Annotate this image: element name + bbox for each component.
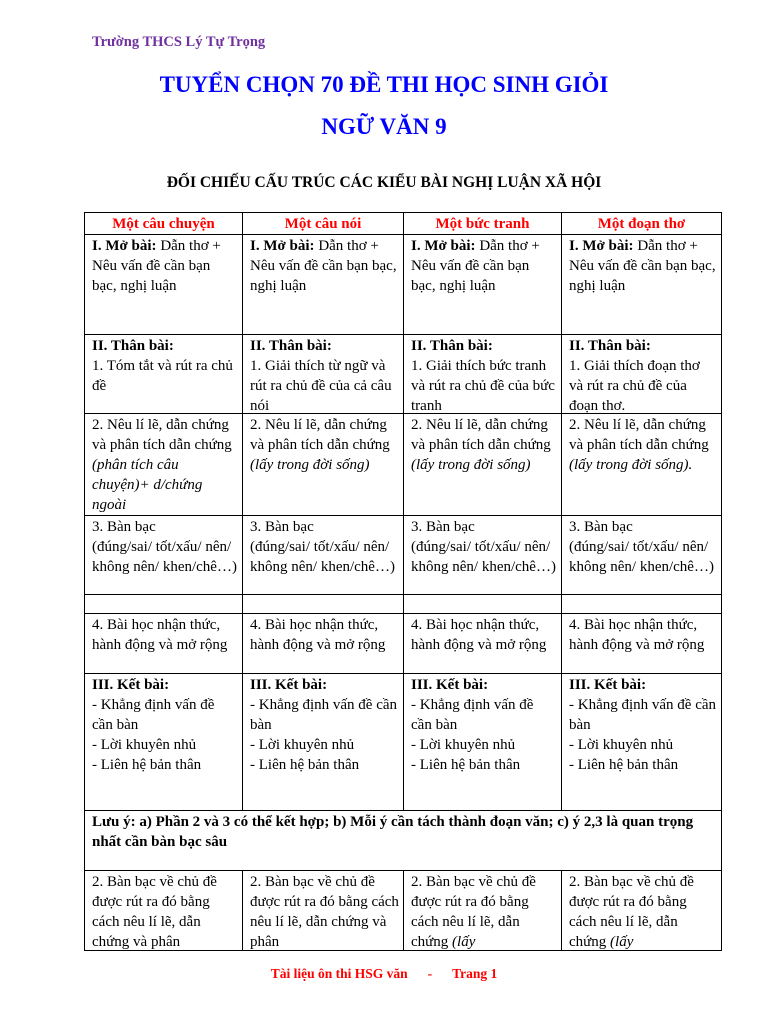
column-header: Một câu nói xyxy=(243,213,404,235)
table-cell xyxy=(85,414,243,516)
cell-text-italic: (lấy trong đời sống) xyxy=(411,457,531,473)
table-cell: 3. Bàn bạc (đúng/sai/ tốt/xấu/ nên/ không nên/ khen/chê…) xyxy=(243,516,404,595)
cell-text: 1. Giải thích đoạn thơ và rút ra chủ đề của đoạn thơ. xyxy=(569,358,700,413)
table-cell xyxy=(85,871,243,951)
column-header: Một câu chuyện xyxy=(85,213,243,235)
footer-separator: - xyxy=(427,966,433,981)
table-cell: 4. Bài học nhận thức, hành động và mở rộng xyxy=(562,614,722,674)
section-heading: ĐỐI CHIẾU CẤU TRÚC CÁC KIỂU BÀI NGHỊ LUẬN XÃ HỘI xyxy=(166,174,602,191)
cell-text: 2. Nêu lí lẽ, dẫn chứng và phân tích dẫn chứng xyxy=(411,417,551,453)
table-cell xyxy=(243,674,404,811)
cell-text: 1. Tóm tắt và rút ra chủ đề xyxy=(92,358,233,394)
table-row-ban-bac-chu-de xyxy=(85,871,722,951)
cell-text: - Khẳng định vấn đề cần bàn - Lời khuyên nhủ - Liên hệ bản thân xyxy=(250,697,398,773)
table-cell xyxy=(85,335,243,414)
table-header-row xyxy=(85,213,722,235)
cell-text: - Khẳng định vấn đề cần bàn - Lời khuyên nhủ - Liên hệ bản thân xyxy=(569,697,717,773)
table-cell: 4. Bài học nhận thức, hành động và mở rộng xyxy=(85,614,243,674)
table-cell: 3. Bàn bạc (đúng/sai/ tốt/xấu/ nên/ không nên/ khen/chê…) xyxy=(85,516,243,595)
table-row-note xyxy=(85,811,722,871)
comparison-table xyxy=(84,212,722,951)
table-row-than-bai xyxy=(85,335,722,414)
cell-text: 2. Bàn bạc về chủ đề được rút ra đó bằng cách nêu lí lẽ, dẫn chứng xyxy=(569,874,694,950)
table-cell xyxy=(562,871,722,951)
table-cell xyxy=(243,335,404,414)
table-cell xyxy=(404,235,562,335)
table-cell xyxy=(85,595,243,614)
cell-heading: II. Thân bài: xyxy=(92,338,174,354)
table-row-ket-bai xyxy=(85,674,722,811)
cell-text: - Khẳng định vấn đề cần bàn - Lời khuyên nhủ - Liên hệ bản thân xyxy=(411,697,534,773)
table-row-ban-bac xyxy=(85,516,722,595)
cell-heading: I. Mở bài: xyxy=(92,238,157,254)
cell-text: 1. Giải thích bức tranh và rút ra chủ đề của bức tranh xyxy=(411,358,555,413)
table-cell xyxy=(85,235,243,335)
table-cell xyxy=(404,871,562,951)
cell-text: Dẫn thơ + Nêu vấn đề cần bạn bạc, nghị luận xyxy=(411,238,540,294)
table-cell xyxy=(243,871,404,951)
cell-text: 2. Nêu lí lẽ, dẫn chứng và phân tích dẫn chứng xyxy=(250,417,390,453)
cell-text: 2. Bàn bạc về chủ đề được rút ra đó bằng cách nêu lí lẽ, dẫn chứng và phân xyxy=(250,874,399,950)
cell-text: 1. Giải thích từ ngữ và rút ra chủ đề của cả câu nói xyxy=(250,358,392,413)
table-row-mo-bai xyxy=(85,235,722,335)
column-header: Một bức tranh xyxy=(404,213,562,235)
note-cell: Lưu ý: a) Phần 2 và 3 có thể kết hợp; b) Mỗi ý cần tách thành đoạn văn; c) ý 2,3 là quan trọng nhất cần bàn bạc sâu xyxy=(85,811,722,871)
cell-text-italic: (lấy xyxy=(610,934,634,950)
cell-text-italic: (lấy xyxy=(452,934,476,950)
footer-text: Tài liệu ôn thi HSG văn xyxy=(270,966,408,981)
cell-text: 2. Nêu lí lẽ, dẫn chứng và phân tích dẫn chứng xyxy=(569,417,709,453)
cell-text: - Khẳng định vấn đề cần bàn - Lời khuyên nhủ - Liên hệ bản thân xyxy=(92,697,215,773)
cell-heading: III. Kết bài: xyxy=(411,677,489,693)
page-number: Trang 1 xyxy=(452,966,498,981)
table-cell xyxy=(562,674,722,811)
table-row-bai-hoc xyxy=(85,614,722,674)
cell-text-italic: (lấy trong đời sống). xyxy=(569,457,693,473)
table-cell xyxy=(243,235,404,335)
table-cell xyxy=(404,335,562,414)
table-row-li-le xyxy=(85,414,722,516)
table-cell xyxy=(404,674,562,811)
table-cell: 3. Bàn bạc (đúng/sai/ tốt/xấu/ nên/ không nên/ khen/chê…) xyxy=(562,516,722,595)
cell-heading: I. Mở bài: xyxy=(250,238,315,254)
table-cell xyxy=(404,595,562,614)
cell-heading: II. Thân bài: xyxy=(411,338,493,354)
cell-text: 2. Bàn bạc về chủ đề được rút ra đó bằng cách nêu lí lẽ, dẫn chứng xyxy=(411,874,536,950)
table-cell xyxy=(562,335,722,414)
cell-text: Dẫn thơ + Nêu vấn đề cần bạn bạc, nghị luận xyxy=(569,238,716,294)
cell-heading: II. Thân bài: xyxy=(569,338,651,354)
cell-text: Dẫn thơ + Nêu vấn đề cần bạn bạc, nghị luận xyxy=(250,238,397,294)
cell-text: 2. Bàn bạc về chủ đề được rút ra đó bằng cách nêu lí lẽ, dẫn chứng và phân xyxy=(92,874,217,950)
column-header: Một đoạn thơ xyxy=(562,213,722,235)
cell-text: 2. Nêu lí lẽ, dẫn chứng và phân tích dẫn chứng xyxy=(92,417,232,453)
cell-heading: III. Kết bài: xyxy=(250,677,328,693)
table-row-empty xyxy=(85,595,722,614)
cell-heading: I. Mở bài: xyxy=(411,238,476,254)
cell-text: Dẫn thơ + Nêu vấn đề cần bạn bạc, nghị luận xyxy=(92,238,221,294)
table-cell xyxy=(85,674,243,811)
cell-text-italic: (lấy trong đời sống) xyxy=(250,457,370,473)
cell-heading: II. Thân bài: xyxy=(250,338,332,354)
table-cell xyxy=(562,595,722,614)
table-cell: 4. Bài học nhận thức, hành động và mở rộng xyxy=(404,614,562,674)
cell-heading: I. Mở bài: xyxy=(569,238,634,254)
cell-text-italic: (phân tích câu chuyện)+ d/chứng ngoài xyxy=(92,457,203,513)
table-cell xyxy=(562,414,722,516)
table-cell xyxy=(243,414,404,516)
cell-heading: III. Kết bài: xyxy=(92,677,170,693)
document-title: TUYỂN CHỌN 70 ĐỀ THI HỌC SINH GIỎI xyxy=(159,72,609,97)
document-title-subject: NGỮ VĂN 9 xyxy=(321,114,447,139)
cell-heading: III. Kết bài: xyxy=(569,677,647,693)
school-name: Trường THCS Lý Tự Trọng xyxy=(92,34,266,50)
table-cell xyxy=(243,595,404,614)
table-cell xyxy=(404,414,562,516)
table-cell: 3. Bàn bạc (đúng/sai/ tốt/xấu/ nên/ không nên/ khen/chê…) xyxy=(404,516,562,595)
table-cell: 4. Bài học nhận thức, hành động và mở rộng xyxy=(243,614,404,674)
table-cell xyxy=(562,235,722,335)
page-footer xyxy=(0,966,768,982)
